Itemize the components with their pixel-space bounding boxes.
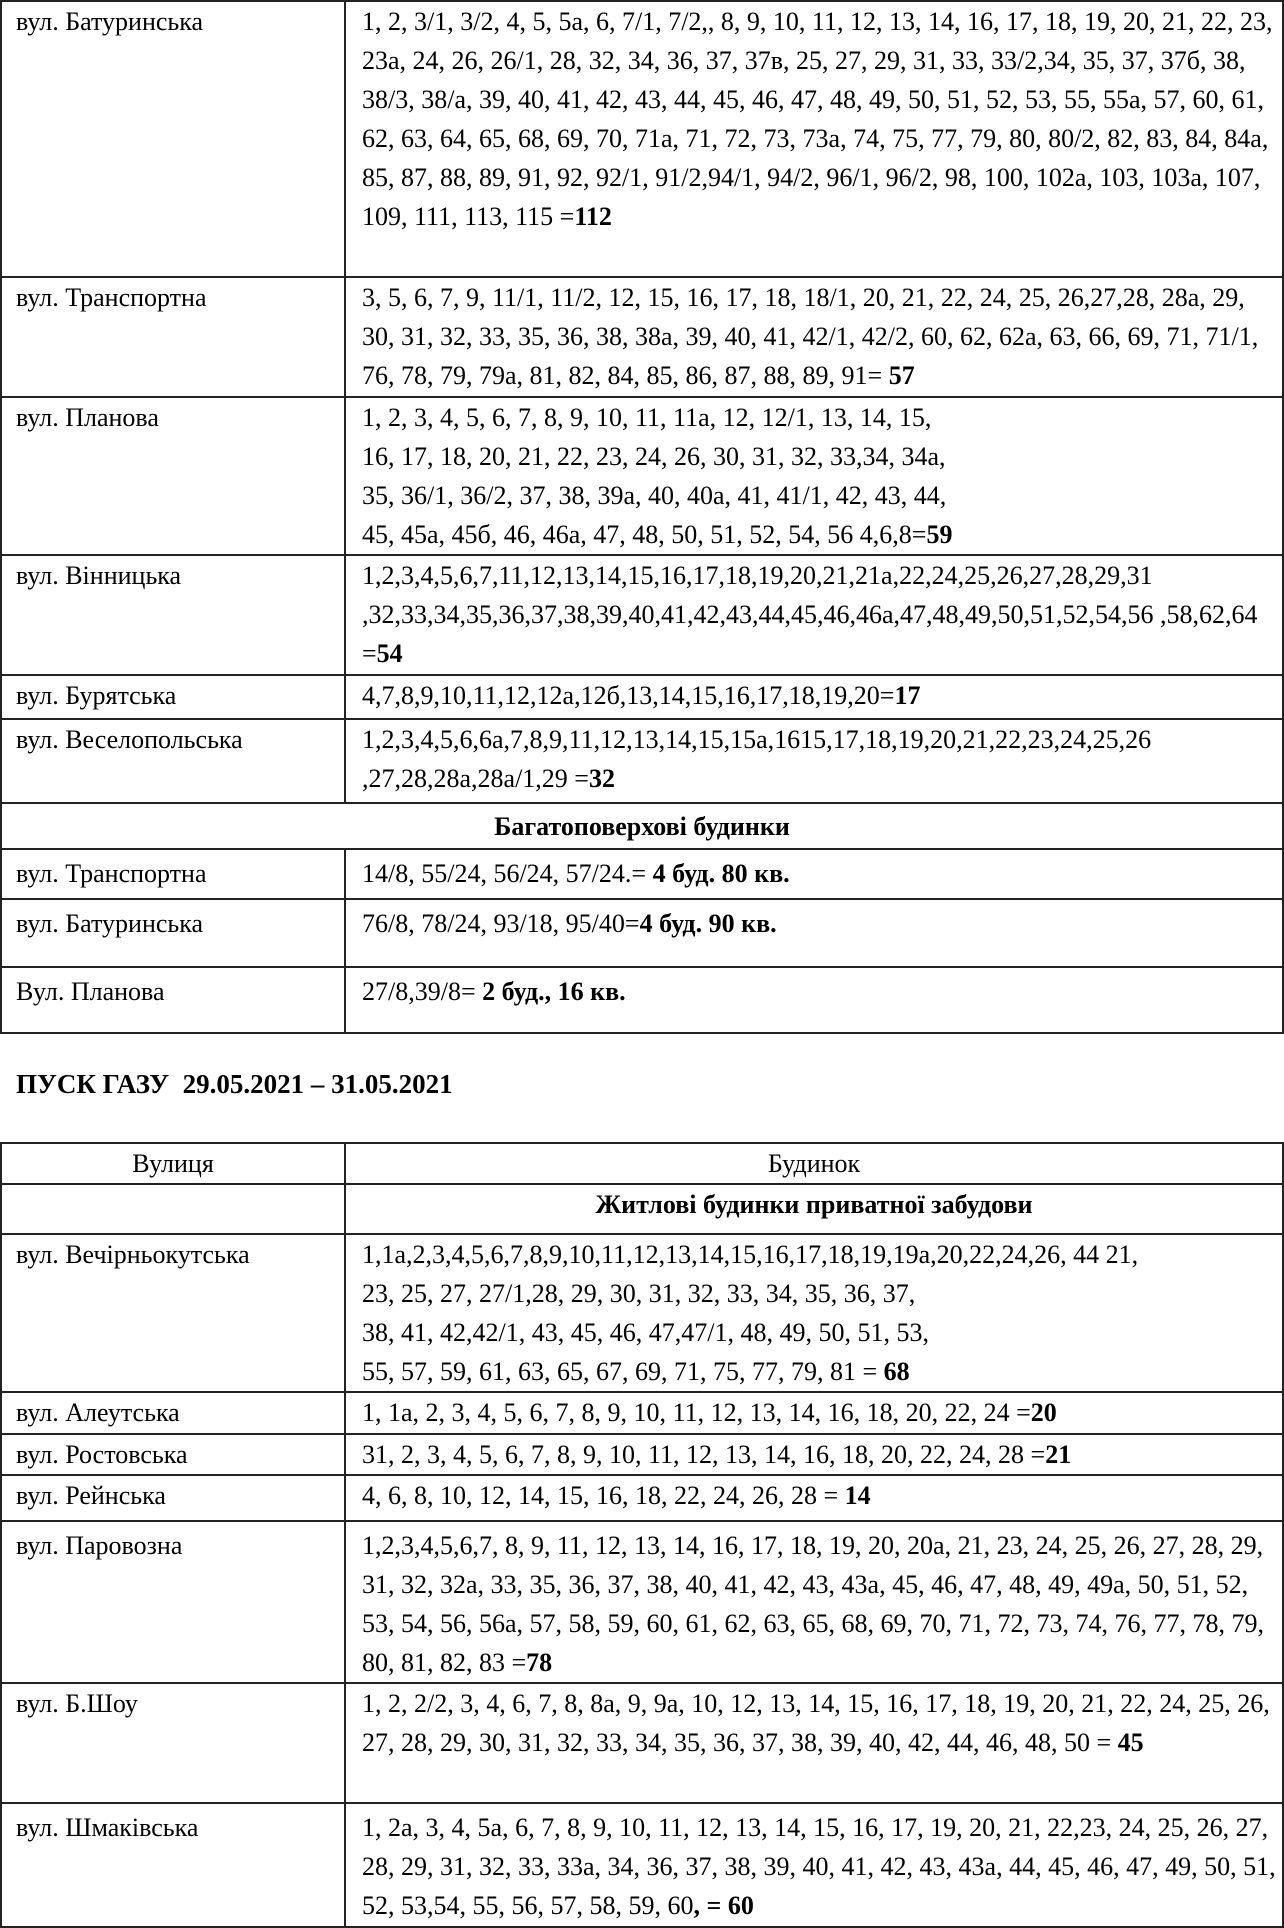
street-cell: вул. Вечірньокутська xyxy=(1,1234,345,1392)
houses-cell xyxy=(345,849,1283,899)
table-row xyxy=(1,1803,1283,1927)
house-list-line: 38, 41, 42,42/1, 43, 45, 46, 47,47/1, 48, 49, 50, 51, 53, xyxy=(362,1318,929,1347)
house-count: 2 буд., 16 кв. xyxy=(482,977,626,1006)
street-cell: вул. Бурятська xyxy=(1,675,345,719)
house-list-line: 1, 2, 3, 4, 5, 6, 7, 8, 9, 10, 11, 11а, 12, 12/1, 13, 14, 15, xyxy=(362,403,932,432)
house-list: 27/8,39/8= xyxy=(362,977,483,1006)
houses-cell xyxy=(345,1,1283,277)
house-list-line xyxy=(362,1352,1276,1391)
column-header-house: Будинок xyxy=(345,1143,1283,1184)
house-count: 4 буд. 80 кв. xyxy=(652,859,790,888)
private-housing-heading: Житлові будинки приватної забудови xyxy=(345,1184,1283,1234)
street-cell: вул. Вінницька xyxy=(1,555,345,675)
houses-cell xyxy=(345,555,1283,675)
house-count: 14 xyxy=(844,1481,871,1510)
house-list: 4, 6, 8, 10, 12, 14, 15, 16, 18, 22, 24, 26, 28 = xyxy=(362,1481,845,1510)
table-row xyxy=(1,675,1283,719)
house-count: 78 xyxy=(526,1648,553,1677)
houses-cell xyxy=(345,719,1283,803)
table-row xyxy=(1,899,1283,967)
street-cell: вул. Б.Шоу xyxy=(1,1683,345,1803)
gas-schedule-table-2 xyxy=(0,1142,1284,1928)
house-list: 76/8, 78/24, 93/18, 95/40= xyxy=(362,909,640,938)
house-count: 45 xyxy=(1117,1728,1144,1757)
house-count: 57 xyxy=(888,361,915,390)
table-row xyxy=(1,397,1283,555)
houses-cell xyxy=(345,1475,1283,1521)
house-list: 1, 2а, 3, 4, 5а, 6, 7, 8, 9, 10, 11, 12, 13, 14, 15, 16, 17, 19, 20, 21, 22,23, 24, 25, 26, 27, 28, 29, 31, 32, 33, 33а, 34, 36, 37, 38, 39, 40, 41, 42, 43, 43а, 44, 45, 46, 47, 49, 50, 51, 52, 53,54, 55, 56, 57, 58, 59, 60 xyxy=(362,1813,1276,1920)
houses-cell xyxy=(345,1392,1283,1434)
table-row xyxy=(1,1683,1283,1803)
house-count: 17 xyxy=(894,681,921,710)
section-title: ПУСК ГАЗУ 29.05.2021 – 31.05.2021 xyxy=(16,1069,453,1099)
house-list-line: 1,1а,2,3,4,5,6,7,8,9,10,11,12,13,14,15,16,17,18,19,19а,20,22,24,26, 44 21, xyxy=(362,1240,1139,1269)
houses-cell xyxy=(345,675,1283,719)
table-row xyxy=(1,1434,1283,1475)
house-count: 32 xyxy=(588,764,615,793)
street-cell: вул. Батуринська xyxy=(1,1,345,277)
section-heading-row xyxy=(1,803,1283,849)
empty-cell xyxy=(1,1184,345,1234)
street-cell: вул. Батуринська xyxy=(1,899,345,967)
houses-cell xyxy=(345,1683,1283,1803)
street-cell: вул. Рейнська xyxy=(1,1475,345,1521)
table-row xyxy=(1,1392,1283,1434)
house-count: , = 60 xyxy=(693,1891,754,1920)
street-cell: вул. Ростовська xyxy=(1,1434,345,1475)
header-row xyxy=(1,1143,1283,1184)
street-cell: вул. Паровозна xyxy=(1,1521,345,1683)
table-row xyxy=(1,1,1283,277)
house-list: 1, 1а, 2, 3, 4, 5, 6, 7, 8, 9, 10, 11, 12, 13, 14, 16, 18, 20, 22, 24 = xyxy=(362,1398,1031,1427)
table-row xyxy=(1,849,1283,899)
house-list-line: 23, 25, 27, 27/1,28, 29, 30, 31, 32, 33, 34, 35, 36, 37, xyxy=(362,1279,916,1308)
house-list: 31, 2, 3, 4, 5, 6, 7, 8, 9, 10, 11, 12, 13, 14, 16, 18, 20, 22, 24, 28 = xyxy=(362,1440,1046,1469)
house-list: 1,2,3,4,5,6,7, 8, 9, 11, 12, 13, 14, 16, 17, 18, 19, 20, 20а, 21, 23, 24, 25, 26, 27, 28, 29, 31, 32, 32а, 33, 35, 36, 37, 38, 40, 41, 42, 43, 43а, 45, 46, 47, 48, 49, 49а, 50, 51, 52, 53, 54, 56, 56а, 57, 58, 59, 60, 61, 62, 63, 65, 68, 69, 70, 71, 72, 73, 74, 76, 77, 78, 79, 80, 81, 82, 83 = xyxy=(362,1531,1265,1677)
houses-cell xyxy=(345,1521,1283,1683)
multistorey-heading: Багатоповерхові будинки xyxy=(1,803,1283,849)
street-cell: вул. Транспортна xyxy=(1,277,345,397)
street-cell: вул. Шмаківська xyxy=(1,1803,345,1927)
houses-cell xyxy=(345,1803,1283,1927)
subheading-row xyxy=(1,1184,1283,1234)
house-list: 1, 2, 2/2, 3, 4, 6, 7, 8, 8а, 9, 9а, 10, 12, 13, 14, 15, 16, 17, 18, 19, 20, 21, 22, 24, 25, 26, 27, 28, 29, 30, 31, 32, 33, 34, 35, 36, 37, 38, 39, 40, 42, 44, 46, 48, 50 = xyxy=(362,1689,1270,1757)
table-row xyxy=(1,277,1283,397)
table-row xyxy=(1,1475,1283,1521)
house-list: 1,2,3,4,5,6,6а,7,8,9,11,12,13,14,15,15а,1615,17,18,19,20,21,22,23,24,25,26 ,27,28,28а,28а/1,29 = xyxy=(362,725,1152,793)
house-list: 3, 5, 6, 7, 9, 11/1, 11/2, 12, 15, 16, 17, 18, 18/1, 20, 21, 22, 24, 25, 26,27,28, 28а, 29, 30, 31, 32, 33, 35, 36, 38, 38а, 39, 40, 41, 42/1, 42/2, 60, 62, 62а, 63, 66, 69, 71, 71/1, 76, 78, 79, 79а, 81, 82, 84, 85, 86, 87, 88, 89, 91= xyxy=(362,283,1259,390)
house-list: 4,7,8,9,10,11,12,12а,12б,13,14,15,16,17,18,19,20= xyxy=(362,681,895,710)
house-list: 1, 2, 3/1, 3/2, 4, 5, 5а, 6, 7/1, 7/2,, 8, 9, 10, 11, 12, 13, 14, 16, 17, 18, 19, 20, 21, 22, 23, 23а, 24, 26, 26/1, 28, 32, 34, 36, 37, 37в, 25, 27, 29, 31, 33, 33/2,34, 35, 37, 37б, 38, 38/3, 38/а, 39, 40, 41, 42, 43, 44, 45, 46, 47, 48, 49, 50, 51, 52, 53, 55, 55а, 57, 60, 61, 62, 63, 64, 65, 68, 69, 70, 71а, 71, 72, 73, 73а, 74, 75, 77, 79, 80, 80/2, 82, 83, 84, 84а, 85, 87, 88, 89, 91, 92, 92/1, 91/2,94/1, 94/2, 96/1, 96/2, 98, 100, 102а, 103, 103а, 107, 109, 111, 113, 115 = xyxy=(362,7,1273,231)
street-cell: вул. Алеутська xyxy=(1,1392,345,1434)
houses-cell xyxy=(345,397,1283,555)
houses-cell xyxy=(345,1234,1283,1392)
street-cell: вул. Веселопольська xyxy=(1,719,345,803)
house-count: 20 xyxy=(1030,1398,1057,1427)
house-list: 14/8, 55/24, 56/24, 57/24.= xyxy=(362,859,653,888)
house-list: 1,2,3,4,5,6,7,11,12,13,14,15,16,17,18,19,20,21,21а,22,24,25,26,27,28,29,31 ,32,33,34,35,36,37,38,39,40,41,42,43,44,45,46,46а,47,48,49,50,51,52,54,56 ,58,62,64 = xyxy=(362,561,1258,668)
table-row xyxy=(1,555,1283,675)
houses-cell xyxy=(345,1434,1283,1475)
house-list-line: 35, 36/1, 36/2, 37, 38, 39а, 40, 40а, 41, 41/1, 42, 43, 44, xyxy=(362,481,947,510)
table-row xyxy=(1,1521,1283,1683)
house-count: 21 xyxy=(1045,1440,1072,1469)
table-row xyxy=(1,967,1283,1033)
house-count: 54 xyxy=(376,639,403,668)
house-count: 112 xyxy=(574,202,612,231)
street-cell: вул. Транспортна xyxy=(1,849,345,899)
house-list-line: 16, 17, 18, 20, 21, 22, 23, 24, 26, 30, 31, 32, 33,34, 34а, xyxy=(362,442,946,471)
house-list: 45, 45а, 45б, 46, 46а, 47, 48, 50, 51, 52, 54, 56 4,6,8= xyxy=(362,520,927,549)
house-count: 59 xyxy=(926,520,953,549)
column-header-street: Вулиця xyxy=(1,1143,345,1184)
street-cell: вул. Планова xyxy=(1,397,345,555)
table-row xyxy=(1,719,1283,803)
house-list-line xyxy=(362,515,1276,554)
houses-cell xyxy=(345,277,1283,397)
house-count: 4 буд. 90 кв. xyxy=(639,909,777,938)
house-count: 68 xyxy=(883,1357,910,1386)
houses-cell xyxy=(345,967,1283,1033)
house-list: 55, 57, 59, 61, 63, 65, 67, 69, 71, 75, 77, 79, 81 = xyxy=(362,1357,884,1386)
table-row xyxy=(1,1234,1283,1392)
street-cell: Вул. Планова xyxy=(1,967,345,1033)
houses-cell xyxy=(345,899,1283,967)
